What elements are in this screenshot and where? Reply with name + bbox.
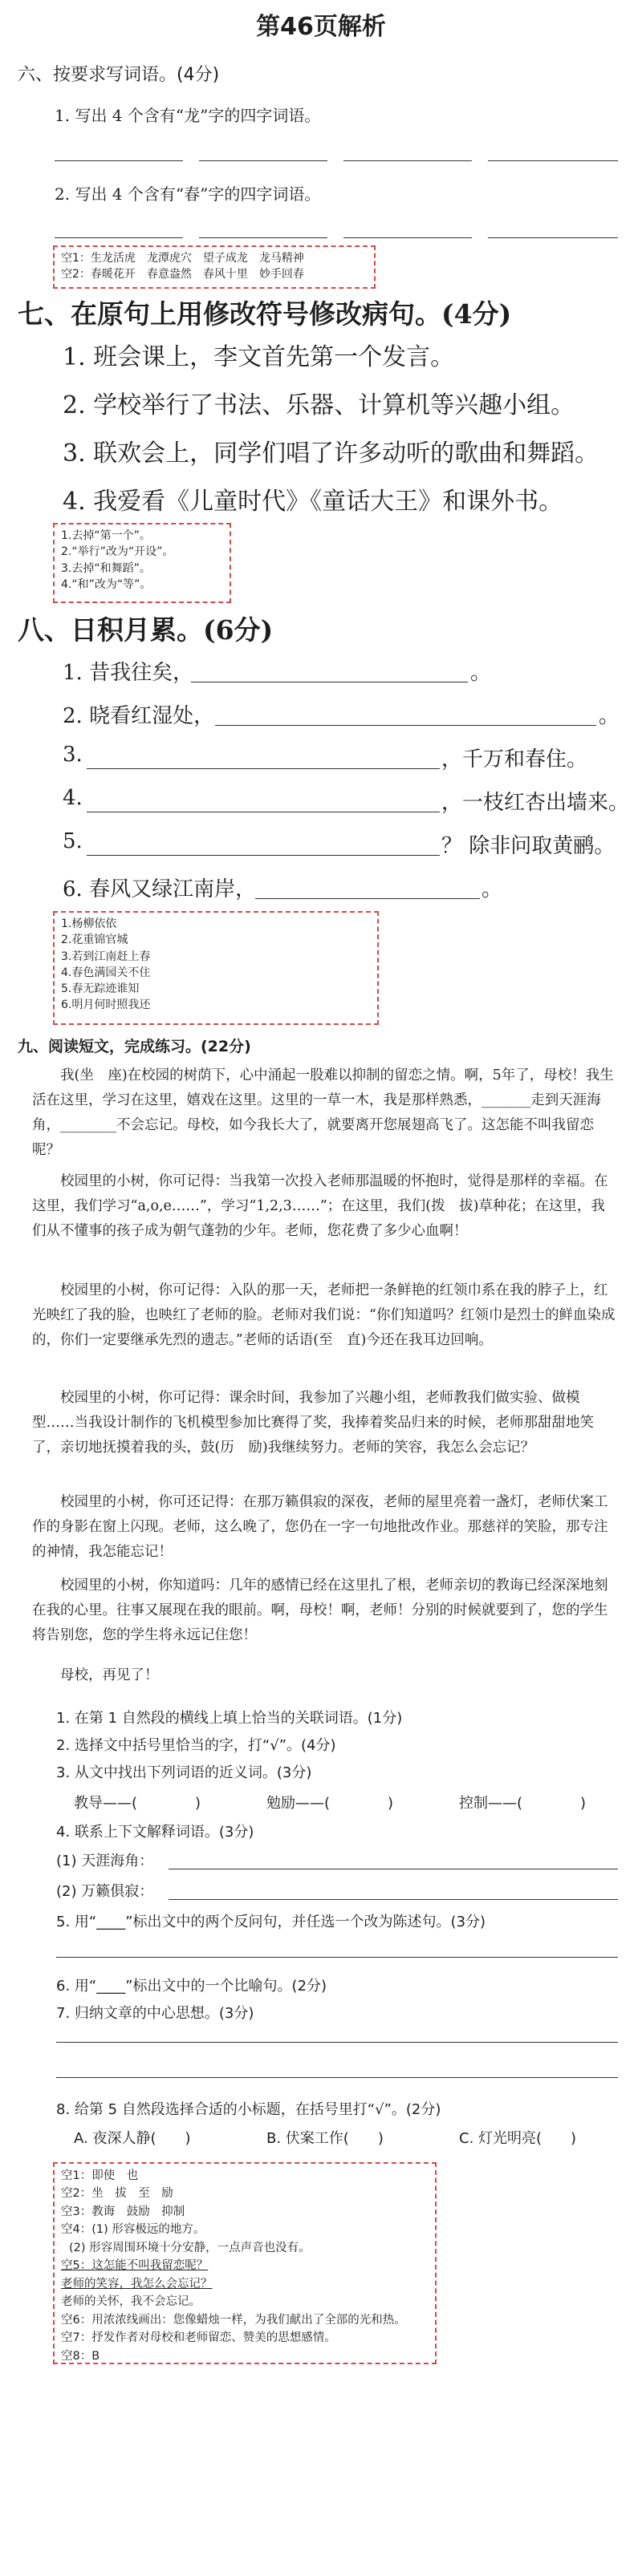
item-suffix: ，一枝红杏出墙来。: [441, 791, 630, 815]
explain-2: (2) 万籁俱寂：: [56, 1883, 154, 1900]
item-suffix: 。: [599, 704, 620, 728]
section8-item-4: [63, 786, 83, 810]
section7-item: 1. 班会课上，李文首先第一个发言。: [63, 343, 455, 371]
section9-heading: 九、阅读短文，完成练习。(22分): [18, 1038, 251, 1055]
passage-paragraph-7: 母校，再见了！: [60, 1667, 159, 1683]
answer-blank: [169, 1899, 618, 1900]
section8-item-3: [63, 743, 83, 767]
answer-blank: [343, 237, 472, 238]
answer-box-section6: [53, 245, 376, 289]
answer-line: 空4：(1) 形容极远的地方。: [61, 2223, 205, 2237]
section8-item-2: [63, 699, 214, 729]
passage-paragraph-3: 校园里的小树，你可记得：入队的那一天，老师把一条鲜艳的红领巾系在我的脖子上，红光映红了我的脸，也映红了老师的脸。老师对我们说：“你们知道吗？红领巾是烈士的鲜血染成的，你们一定要继承先烈的遗志。”老师的话语(至 直)今还在我耳边回响。: [32, 1282, 616, 1348]
answer-line: 空3：教诲 鼓励 抑制: [61, 2205, 185, 2218]
answer-line: 2.花重锦官城: [61, 934, 128, 947]
section8-heading: 八、日积月累。(6分): [18, 614, 274, 646]
answer-line: 空7：抒发作者对母校和老师留恋、赞美的思想感情。: [61, 2331, 336, 2345]
option-c: C. 灯光明亮( ): [459, 2130, 577, 2147]
answer-box-section8: [53, 911, 379, 1025]
passage-paragraph-4: 校园里的小树，你可记得：课余时间，我参加了兴趣小组，老师教我们做实验、做模型……当我设计制作的飞机模型参加比赛得了奖，我捧着奖品归来的时候，老师那甜甜地笑了，亲切地抚摸着我的头，鼓(历 励)我继续努力。老师的笑容，我怎么会忘记？: [32, 1390, 594, 1456]
option-b: B. 伏案工作( ): [266, 2130, 384, 2147]
answer-blank: [215, 725, 596, 726]
answer-blank: [488, 160, 618, 161]
question-3: 3. 从文中找出下列词语的近义词。(3分): [56, 1764, 312, 1781]
item-prefix: 6. 春风又绿江南岸，: [63, 877, 257, 901]
answer-blank: [199, 237, 327, 238]
answer-line: 空2：坐 拔 至 励: [61, 2187, 173, 2201]
answer-line: 5.春无踪迹谁知: [61, 982, 140, 996]
answer-line: 3.若到江南赶上春: [61, 950, 151, 963]
answer-blank: [56, 1957, 618, 1958]
question-8: 8. 给第 5 自然段选择合适的小标题，在括号里打“√”。(2分): [56, 2101, 441, 2118]
answer-blank: [56, 2042, 618, 2043]
item-prefix: 2. 晓看红湿处，: [63, 704, 215, 728]
answer-box-section7: [53, 523, 231, 603]
section6-q2: 2. 写出 4 个含有“春”字的四字词语。: [55, 184, 321, 204]
answer-line: 老师的笑容，我怎么会忘记？: [61, 2277, 213, 2290]
answer-line: 1.去掉“第一个”。: [61, 529, 151, 542]
item-prefix: 3.: [63, 743, 83, 767]
synonym-2: 勉励——( ): [266, 1795, 394, 1812]
answer-line: 空1：生龙活虎 龙潭虎穴 望子成龙 龙马精神: [61, 252, 304, 265]
answer-line: 1.杨柳依依: [61, 917, 117, 930]
answer-line: 3.去掉“和舞蹈”。: [61, 561, 151, 575]
answer-line: 4.春色满园关不住: [61, 966, 151, 979]
section7-item: 4. 我爱看《儿童时代》《童话大王》和课外书。: [63, 488, 563, 516]
question-2: 2. 选择文中括号里恰当的字，打“√”。(4分): [56, 1737, 336, 1754]
answer-line: 空8：B: [61, 2349, 100, 2363]
answer-blank: [55, 160, 183, 161]
answer-line: 4.“和”改为“等”。: [61, 577, 152, 591]
item-suffix: 。: [470, 661, 492, 685]
passage-paragraph-1: 我(坐 座)在校园的树荫下，心中涌起一股难以抑制的留恋之情。啊，5年了，母校！我生活在这里，学习在这里，嬉戏在这里。这里的一草一木，我是那样熟悉，_______走到天涯海角，________不会忘记。母校，如今我长大了，就要离开您展翅高飞了。这怎能不叫我留恋呢？: [32, 1067, 614, 1158]
section7-item: 2. 学校举行了书法、乐器、计算机等兴趣小组。: [63, 391, 575, 419]
section6-q1: 1. 写出 4 个含有“龙”字的四字词语。: [55, 106, 321, 125]
item-prefix: 4.: [63, 786, 83, 810]
section8-item-6: [63, 873, 256, 902]
answer-blank: [488, 237, 618, 238]
question-6: 6. 用“____”标出文中的一个比喻句。(2分): [56, 1978, 327, 1995]
section7-heading: 七、在原句上用修改符号修改病句。(4分): [18, 298, 512, 330]
answer-blank: [87, 768, 440, 769]
answer-blank: [255, 898, 480, 899]
synonym-1: 教导——( ): [74, 1795, 201, 1812]
section6-heading: 六、按要求写词语。(4分): [18, 65, 220, 85]
section8-item-5: [63, 829, 83, 853]
answer-line: (2) 形容周围环境十分安静，一点声音也没有。: [69, 2241, 311, 2254]
synonym-3: 控制——( ): [459, 1795, 587, 1812]
answer-line: 空1：即使 也: [61, 2169, 139, 2182]
item-suffix: ？ 除非问取黄鹂。: [441, 834, 616, 858]
answer-blank: [199, 160, 327, 161]
section7-item: 3. 联欢会上，同学们唱了许多动听的歌曲和舞蹈。: [63, 439, 599, 468]
answer-line: 6.明月何时照我还: [61, 998, 151, 1012]
answer-blank: [55, 237, 183, 238]
answer-box-section9: [53, 2162, 437, 2364]
item-suffix: ，千万和春住。: [441, 747, 588, 772]
question-7: 7. 归纳文章的中心思想。(3分): [56, 2005, 254, 2022]
item-prefix: 1. 昔我往矣，: [63, 661, 194, 685]
passage-paragraph-6: 校园里的小树，你知道吗：几年的感情已经在这里扎了根，老师亲切的教诲已经深深地刻在我的心里。往事又展现在我的眼前。啊，母校！啊，老师！分别的时候就要到了，您的学生将告别您，您的学生将永远记住您！: [32, 1578, 608, 1643]
answer-line: 空2：春暖花开 春意盎然 春风十里 妙手回春: [61, 268, 304, 281]
question-5: 5. 用“____”标出文中的两个反问句，并任选一个改为陈述句。(3分): [56, 1914, 486, 1930]
item-prefix: 5.: [63, 829, 83, 853]
question-1: 1. 在第 1 自然段的横线上填上恰当的关联词语。(1分): [56, 1710, 403, 1727]
answer-line: 老师的关怀，我不会忘记。: [61, 2295, 201, 2309]
option-a: A. 夜深人静( ): [74, 2130, 191, 2147]
answer-line: 空6：用浓浓线画出：您像蜡烛一样，为我们献出了全部的光和热。: [61, 2313, 406, 2327]
answer-line: 空5：这怎能不叫我留恋呢？: [61, 2259, 209, 2273]
answer-blank: [56, 2077, 618, 2078]
question-4: 4. 联系上下文解释词语。(3分): [56, 1824, 254, 1841]
page-title: 第46页解析: [256, 13, 386, 41]
passage-paragraph-2: 校园里的小树，你可记得：当我第一次投入老师那温暖的怀抱时，觉得是那样的幸福。在这里，我们学习“a,o,e……”，学习“1,2,3……”；在这里，我们(拨 拔)草种花；在这里，我们从不懂事的孩子成为朝气蓬勃的少年。老师，您花费了多少心血啊！: [32, 1173, 608, 1239]
answer-line: 2.“举行”改为“开设”。: [61, 545, 174, 559]
answer-blank: [87, 855, 440, 856]
answer-blank: [343, 160, 472, 161]
explain-1: (1) 天涯海角：: [56, 1853, 154, 1869]
item-suffix: 。: [482, 877, 503, 901]
passage-paragraph-5: 校园里的小树，你可还记得：在那万籁俱寂的深夜，老师的屋里亮着一盏灯，老师伏案工作的身影在窗上闪现。老师，这么晚了，您仍在一字一句地批改作业。那慈祥的笑脸，那专注的神情，我怎能忘记！: [32, 1494, 608, 1560]
section8-item-1: [63, 656, 193, 686]
